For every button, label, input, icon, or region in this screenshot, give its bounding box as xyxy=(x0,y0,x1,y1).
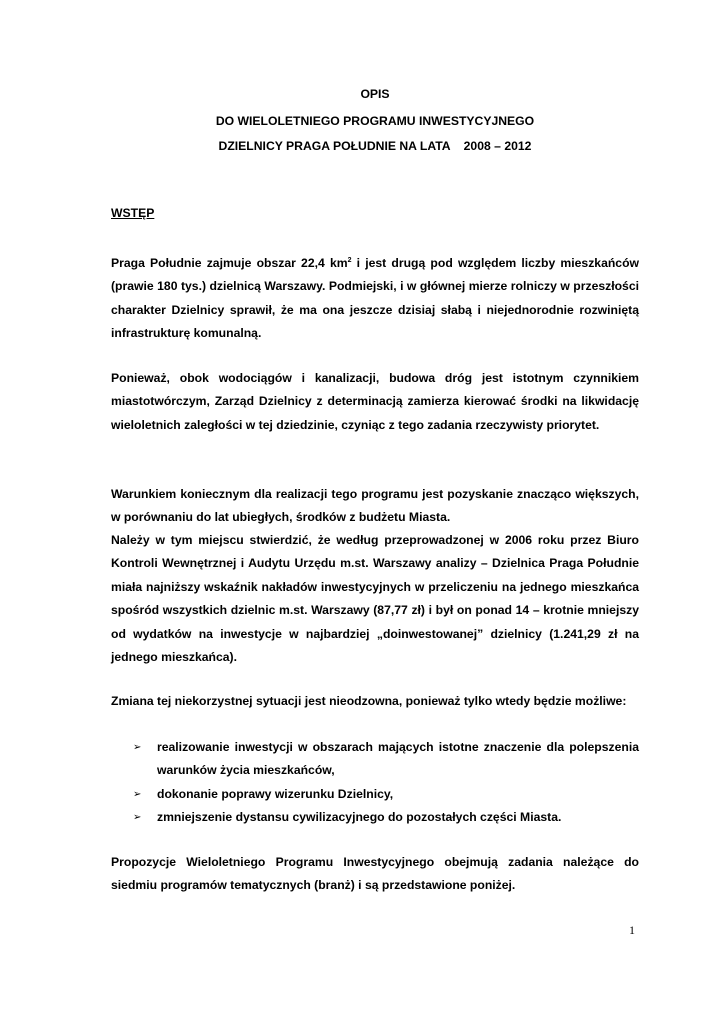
title-line-3: DZIELNICY PRAGA POŁUDNIE NA LATA 2008 – 2012 xyxy=(218,139,532,153)
paragraph-proposals: Propozycje Wieloletniego Programu Inwestycyjnego obejmują zadania należące do siedmiu programów tematycznych (branż) i są przedstawione poniżej. xyxy=(111,855,639,893)
paragraph-change: Zmiana tej niekorzystnej sytuacji jest nieodzowna, ponieważ tylko wtedy będzie możliwe: xyxy=(111,694,627,708)
list-item xyxy=(111,806,639,829)
bullet-list xyxy=(111,736,639,830)
superscript: 2 xyxy=(347,257,352,264)
bullet-arrow-icon: ➢ xyxy=(133,812,142,824)
section-heading: WSTĘP xyxy=(111,206,155,220)
title-line-2: DO WIELOLETNIEGO PROGRAMU INWESTYCYJNEGO xyxy=(215,114,535,128)
list-item-text: dokonanie poprawy wizerunku Dzielnicy, xyxy=(157,786,394,801)
list-item xyxy=(111,783,639,806)
list-item-text: zmniejszenie dystansu cywilizacyjnego do pozostałych części Miasta. xyxy=(157,810,562,825)
bullet-arrow-icon: ➢ xyxy=(133,788,142,800)
list-item-text: realizowanie inwestycji w obszarach mających istotne znaczenie dla polepszenia warunków życia mieszkańców, xyxy=(157,740,639,778)
paragraph-funding: Warunkiem koniecznym dla realizacji tego programu jest pozyskanie znacząco większych, w porównaniu do lat ubiegłych, środków z budżetu Miasta. xyxy=(111,487,639,525)
title-line-1: OPIS xyxy=(360,87,390,101)
paragraph-intro-start: Praga Południe zajmuje obszar 22,4 km xyxy=(111,256,348,270)
list-item xyxy=(111,736,639,783)
paragraph-intro xyxy=(111,252,639,346)
page-number: 1 xyxy=(629,923,635,937)
paragraph-audit: Należy w tym miejscu stwierdzić, że według przeprowadzonej w 2006 roku przez Biuro Kontroli Wewnętrznej i Audytu Urzędu m.st. Warszawy analizy – Dzielnica Praga Południe miała najniższy wskaźnik nakładów inwestycyjnych w przeliczeniu na jednego mieszkańca spośród wszystkich dzielnic m.st. Warszawy (87,77 zł) i był on ponad 14 – krotnie mniejszy od wydatków na inwestycje w najbardziej „doinwestowanej” dzielnicy (1.241,29 zł na jednego mieszkańca). xyxy=(111,533,639,665)
bullet-arrow-icon: ➢ xyxy=(133,742,142,753)
paragraph-intro-end: i jest drugą pod względem liczby mieszkańców (prawie 180 tys.) dzielnicą Warszawy. Podmiejski, i w głównej mierze rolniczy w przeszłości charakter Dzielnicy sprawił, że ma ona jeszcze dzisiaj słabą i niejednorodnie rozwiniętą infrastrukturę komunalną. xyxy=(111,256,639,341)
paragraph-roads: Ponieważ, obok wodociągów i kanalizacji, budowa dróg jest istotnym czynnikiem miastotwórczym, Zarząd Dzielnicy z determinacją zamierza kierować środki na likwidację wieloletnich zaległości w tej dziedzinie, czyniąc z tego zadania rzeczywisty priorytet. xyxy=(111,371,639,432)
